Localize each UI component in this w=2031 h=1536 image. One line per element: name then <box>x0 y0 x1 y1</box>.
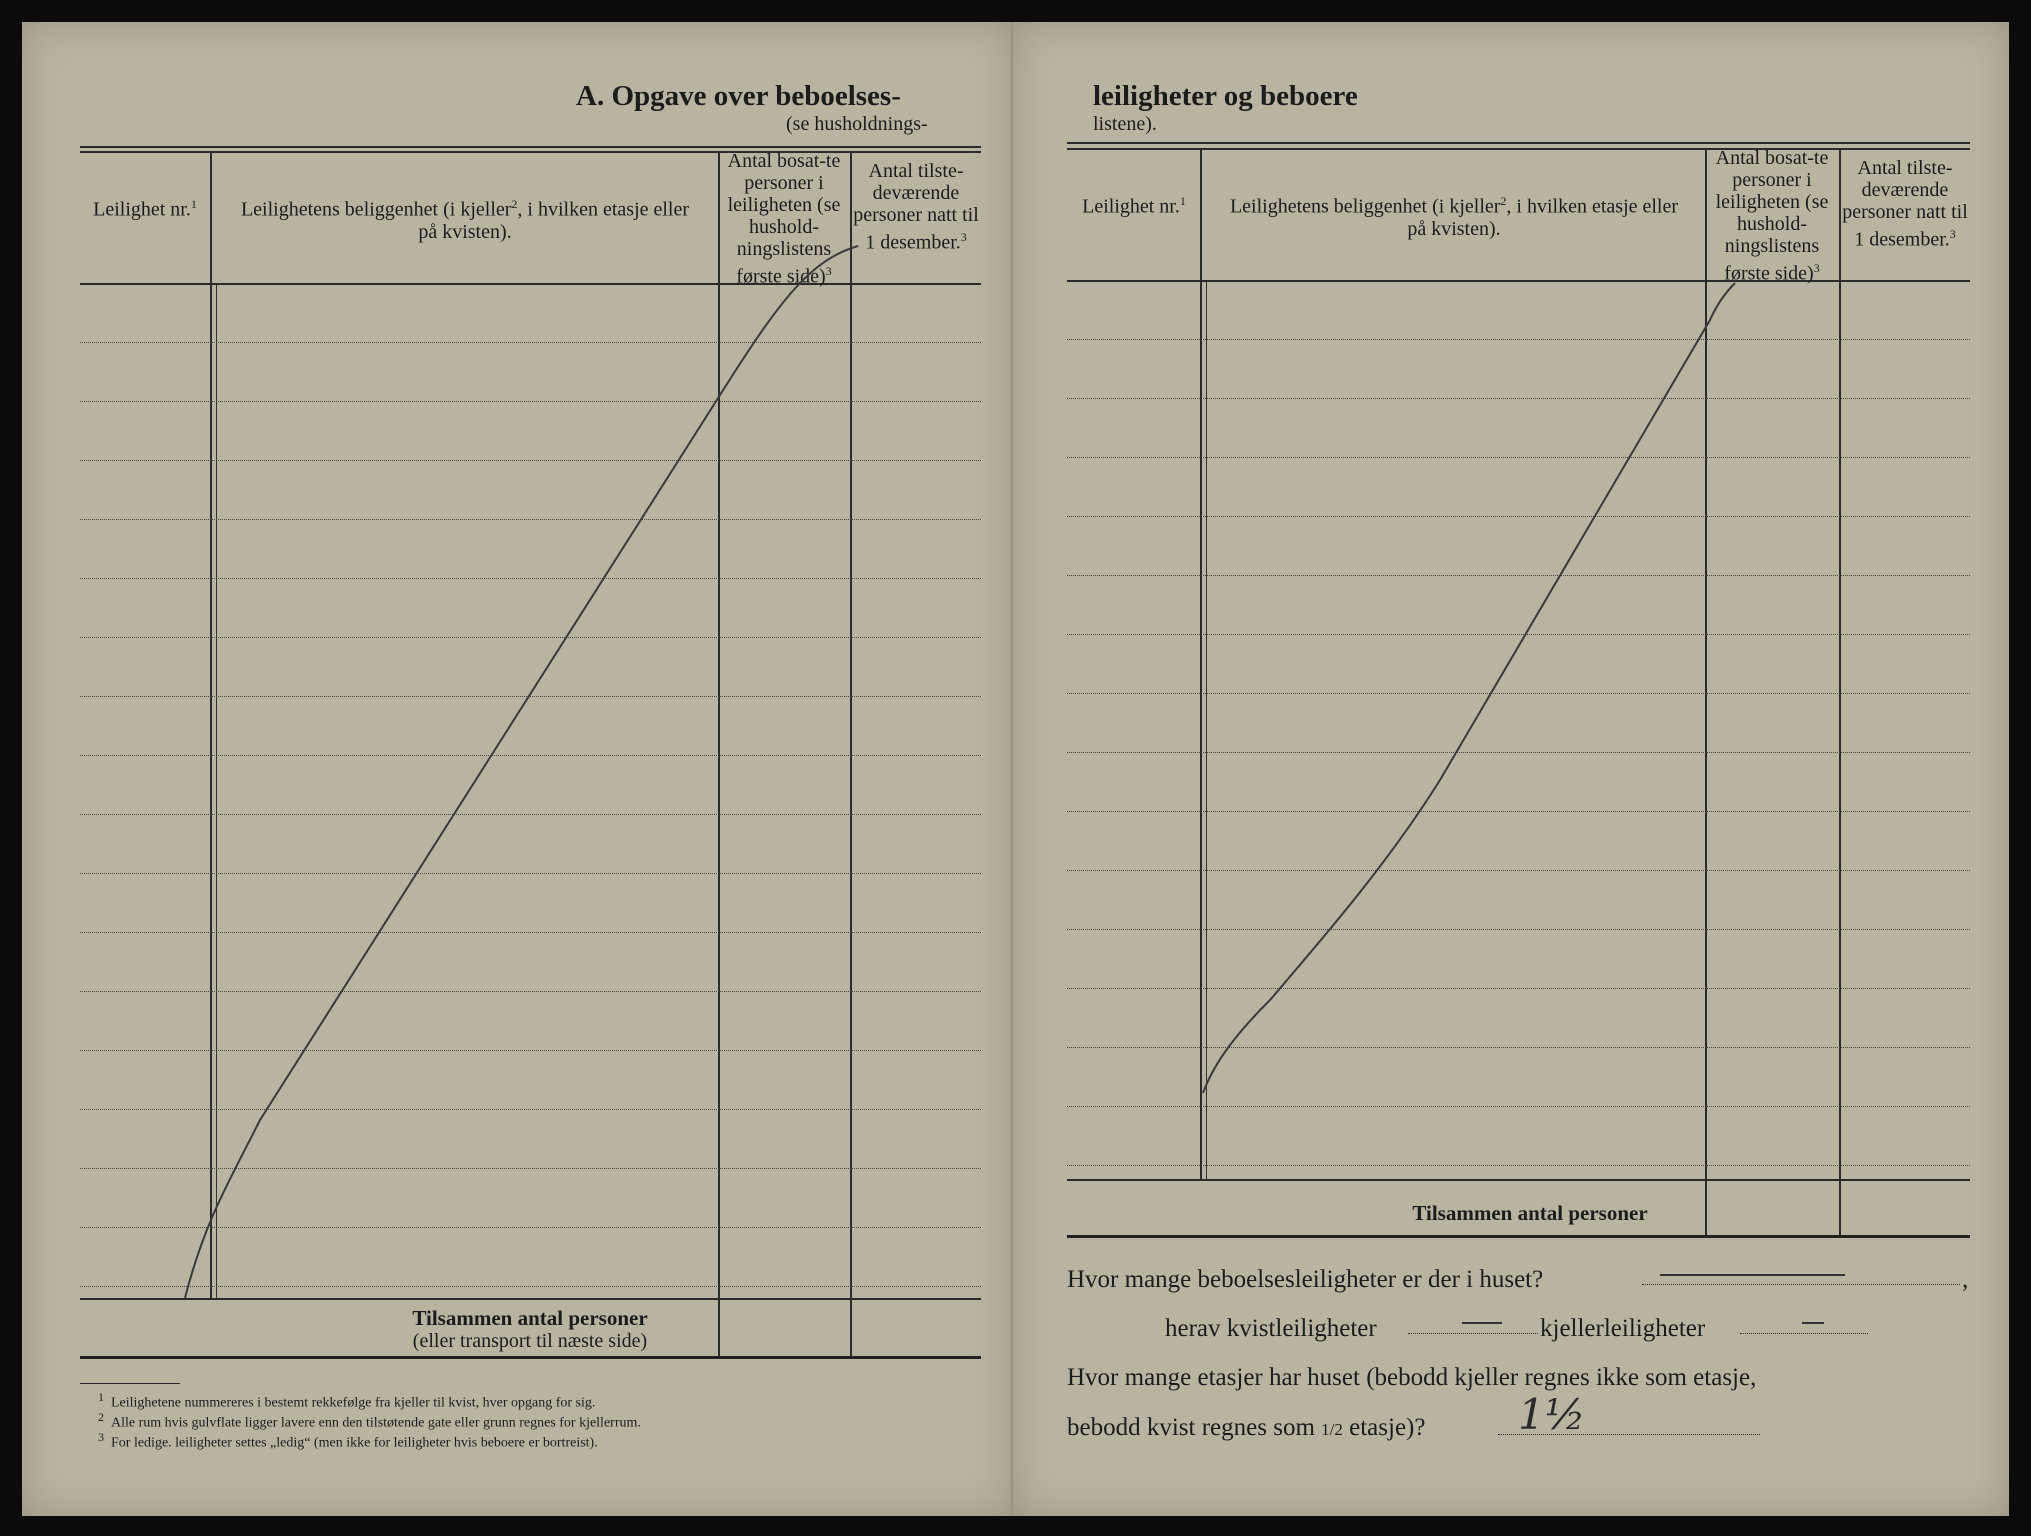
form-title-right: leiligheter og beboere <box>1093 80 1358 112</box>
right-col-head-location: Leilighetens beliggenhet (i kjeller$^2$, i hvilken etasje eller på kvisten). <box>1229 194 1679 240</box>
form-title-left: A. Opgave over beboelses- <box>576 80 901 112</box>
left-col-head-nr: Leilighet nr.$^1$ <box>93 197 197 221</box>
right-total-label: Tilsammen antal personer <box>1412 1201 1648 1225</box>
question-apartments-comma: , <box>1962 1266 1969 1293</box>
form-subtitle-left: (se husholdnings- <box>786 113 928 135</box>
question-attic-apartments: herav kvistleiligheter <box>1165 1315 1377 1342</box>
question-basement-apartments: kjellerleiligheter <box>1540 1315 1706 1342</box>
right-strike-line <box>1203 283 1735 1093</box>
footnote-3: $^3$ For ledige. leiligheter settes „ledig“ (men ikke for leiligheter hvis beboere er bortreist). <box>98 1430 598 1451</box>
right-col-head-residents: Antal bosat-te personer i leiligheten (se hushold-ningslistens første side)$^3$ <box>1715 147 1829 285</box>
left-strike-line <box>185 246 858 1298</box>
form-subtitle-right: listene). <box>1093 113 1157 135</box>
question-floors-line1: Hvor mange etasjer har huset (bebodd kjeller regnes ikke som etasje, <box>1067 1364 1757 1391</box>
footnote-2: $^2$ Alle rum hvis gulvflate ligger lavere enn den tilstøtende gate eller grunn regnes for kjellerrum. <box>98 1410 641 1431</box>
handwritten-floors-answer: 1½ <box>1518 1390 1586 1439</box>
left-col-head-present: Antal tilste-deværende personer natt til 1 desember.$^3$ <box>853 160 979 254</box>
left-col-head-location: Leilighetens beliggenhet (i kjeller$^2$, i hvilken etasje eller på kvisten). <box>240 197 690 243</box>
left-total-label: Tilsammen antal personer (eller transport til næste side) <box>412 1306 648 1352</box>
left-col-head-residents: Antal bosat-te personer i leiligheten (se hushold-ningslistens første side)$^3$ <box>727 150 841 288</box>
right-col-head-present: Antal tilste-deværende personer natt til 1 desember.$^3$ <box>1842 157 1968 251</box>
question-apartments: Hvor mange beboelsesleiligheter er der i huset? <box>1067 1266 1544 1293</box>
right-col-head-nr: Leilighet nr.$^1$ <box>1082 194 1186 218</box>
footnote-1: $^1$ Leilighetene nummereres i bestemt rekkefølge fra kjeller til kvist, hver opgang for sig. <box>98 1390 596 1411</box>
question-floors-line2: bebodd kvist regnes som 1/2 etasje)? <box>1067 1414 1426 1441</box>
